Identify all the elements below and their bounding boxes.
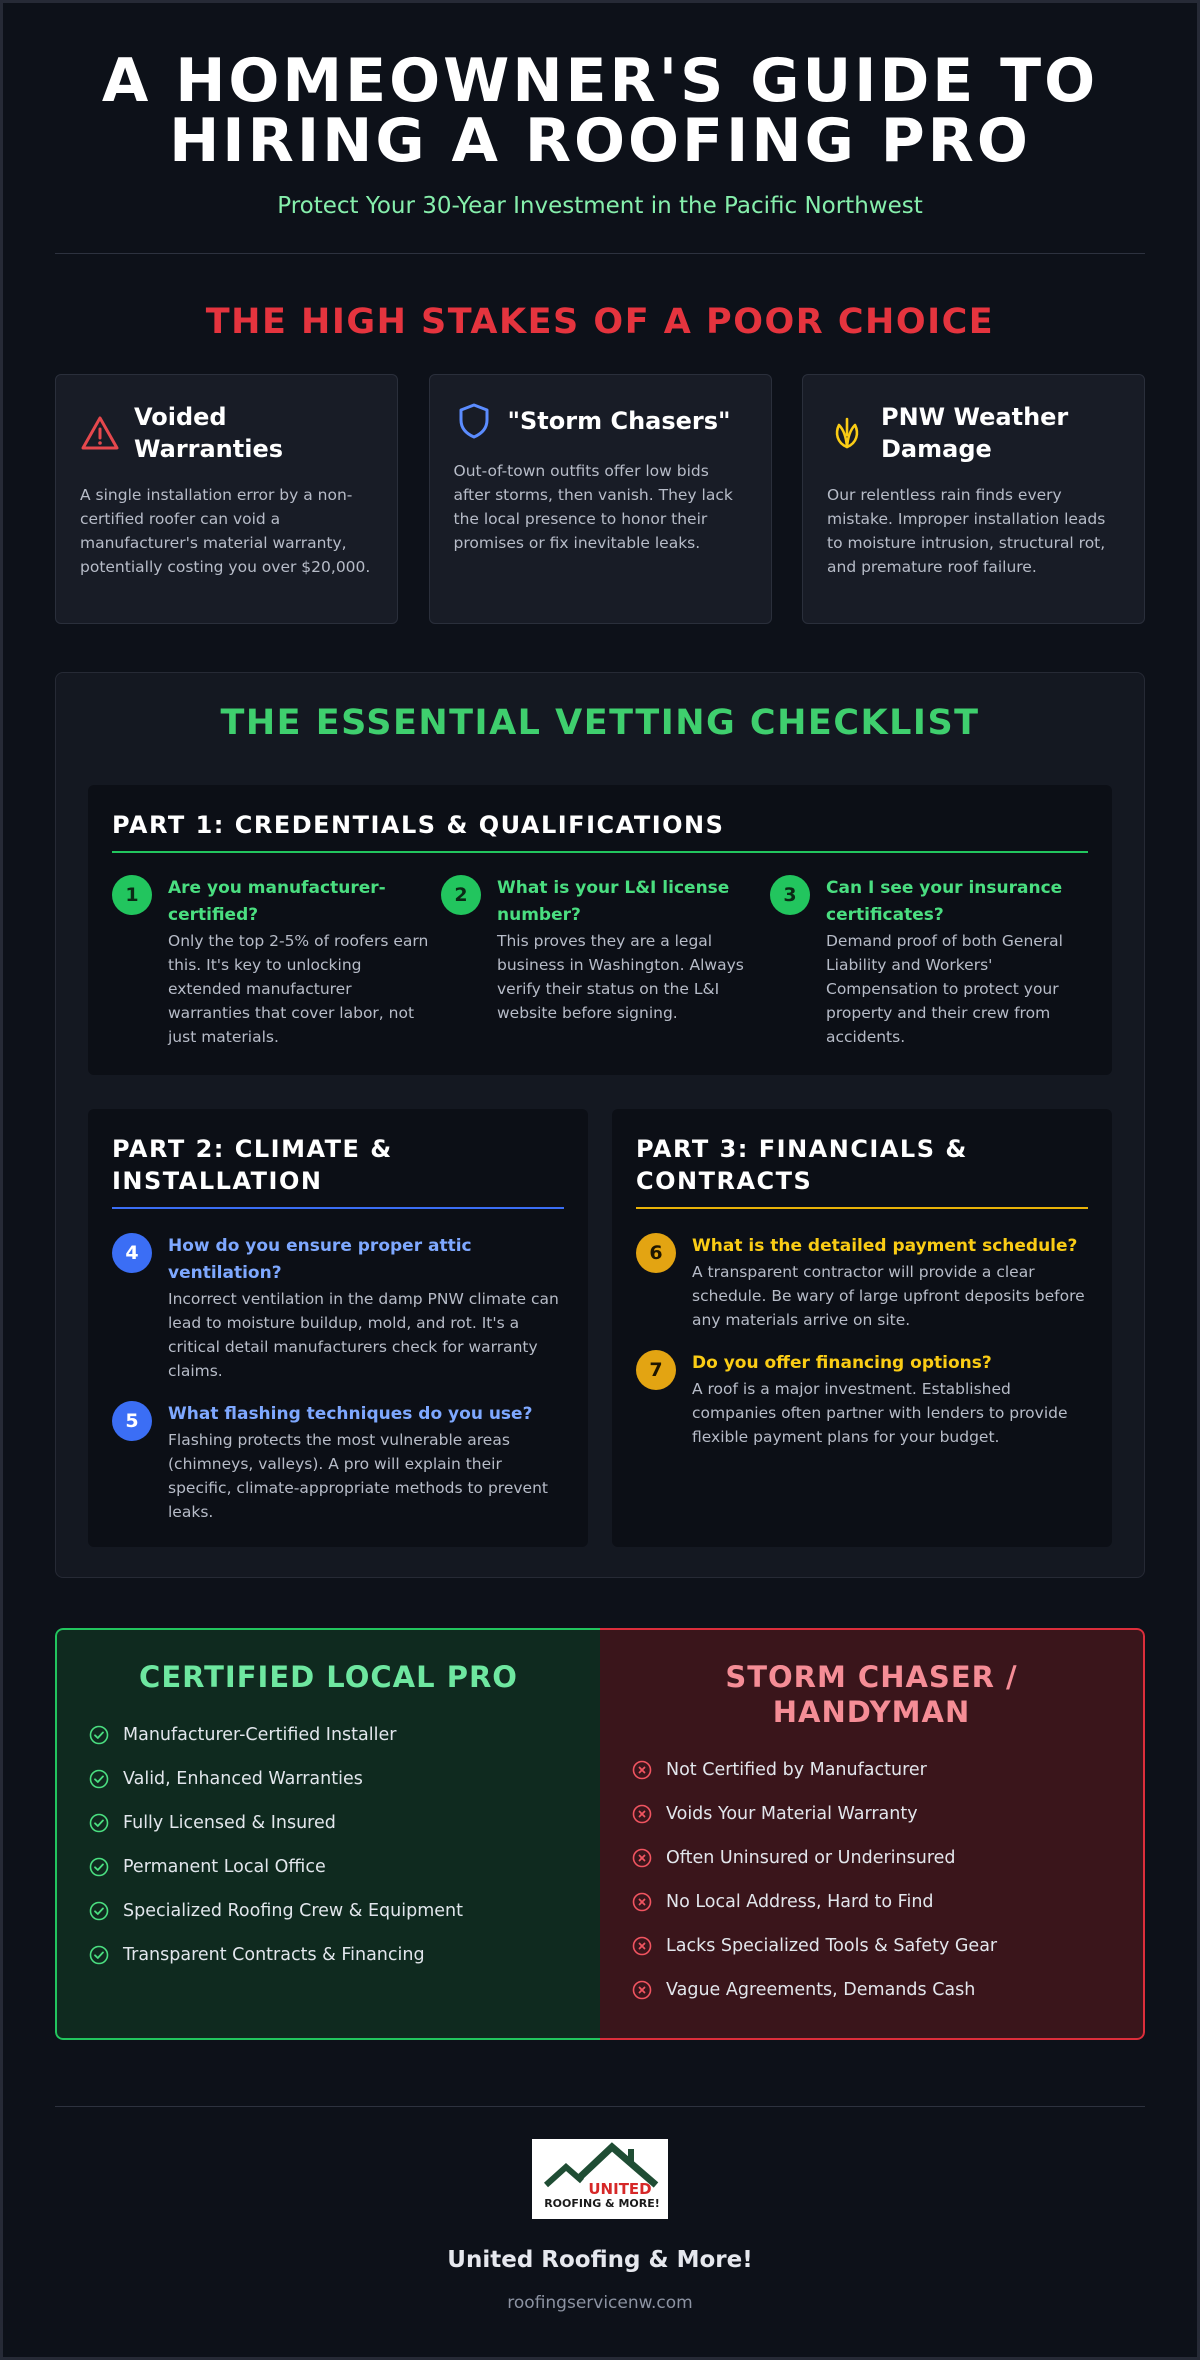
question-list <box>636 1233 1088 1449</box>
header <box>3 3 1197 219</box>
list-item <box>89 1801 568 1845</box>
card-head <box>80 401 373 465</box>
list-item-label: Lacks Specialized Tools & Safety Gear <box>666 1936 998 1956</box>
list-item <box>89 1889 568 1933</box>
part-title: PART 1: CREDENTIALS & QUALIFICATIONS <box>112 809 1088 853</box>
question-answer: Flashing protects the most vulnerable areas (chimneys, valleys). A pro will explain their specific, climate-appropriate methods to prevent leaks. <box>168 1431 548 1521</box>
list-item-label: Vague Agreements, Demands Cash <box>666 1980 976 2000</box>
question-item <box>112 1233 564 1383</box>
question-number: 7 <box>636 1350 676 1390</box>
bad-list <box>632 1748 1111 2012</box>
question-answer: Demand proof of both General Liability and Workers' Compensation to protect your property and their crew from accidents. <box>826 932 1063 1046</box>
check-circle-icon <box>89 1813 109 1833</box>
question-answer: A transparent contractor will provide a clear schedule. Be wary of large upfront deposits before any materials arrive on site. <box>692 1263 1085 1329</box>
company-name: United Roofing & More! <box>447 2247 753 2273</box>
pro-list <box>89 1713 568 1977</box>
x-circle-icon <box>632 1892 652 1912</box>
question-list <box>112 1233 564 1524</box>
list-item-label: Valid, Enhanced Warranties <box>123 1769 363 1789</box>
stakes-title: THE HIGH STAKES OF A POOR CHOICE <box>205 302 995 342</box>
part-2-climate <box>88 1109 588 1547</box>
list-item-label: Not Certified by Manufacturer <box>666 1760 927 1780</box>
x-circle-icon <box>632 1848 652 1868</box>
question-number: 5 <box>112 1401 152 1441</box>
list-item-label: Specialized Roofing Crew & Equipment <box>123 1901 463 1921</box>
list-item <box>632 1792 1111 1836</box>
card-text: Out-of-town outfits offer low bids after storms, then vanish. They lack the local presence to honor their promises or fix inevitable leaks. <box>453 462 733 552</box>
question-answer: This proves they are a legal business in Washington. Always verify their status on the L&I website before signing. <box>497 932 744 1022</box>
list-item-label: Transparent Contracts & Financing <box>123 1945 425 1965</box>
x-circle-icon <box>632 1980 652 2000</box>
x-circle-icon <box>632 1936 652 1956</box>
warning-triangle-icon <box>80 413 120 453</box>
card-text: Our relentless rain finds every mistake. Improper installation leads to moisture intrusion, structural rot, and premature roof failure. <box>827 486 1106 576</box>
title-line-1: A HOMEOWNER'S GUIDE TO <box>101 46 1099 116</box>
x-circle-icon <box>632 1804 652 1824</box>
card-text: A single installation error by a non-certified roofer can void a manufacturer's material warranty, potentially costing you over $20,000. <box>80 486 371 576</box>
roof-logo-icon <box>532 2139 668 2219</box>
question-title: What flashing techniques do you use? <box>168 1404 533 1424</box>
part-title: PART 3: FINANCIALS & CONTRACTS <box>636 1133 1088 1209</box>
question-title: How do you ensure proper attic ventilation? <box>168 1236 472 1283</box>
question-item <box>112 1401 564 1524</box>
question-title: What is the detailed payment schedule? <box>692 1236 1078 1256</box>
divider <box>55 253 1145 254</box>
question-number: 2 <box>441 875 481 915</box>
question-title: Are you manufacturer-certified? <box>168 878 386 925</box>
list-item-label: Often Uninsured or Underinsured <box>666 1848 956 1868</box>
card-head <box>827 401 1120 465</box>
list-item <box>89 1713 568 1757</box>
column-title <box>632 1660 1111 1730</box>
logo-text-united: UNITED <box>588 2180 652 2198</box>
checklist-title: THE ESSENTIAL VETTING CHECKLIST <box>220 703 980 743</box>
title-line-2: HIRING A ROOFING PRO <box>169 106 1031 176</box>
column-title: CERTIFIED LOCAL PRO <box>139 1660 518 1694</box>
logo-text-roofing: ROOFING & MORE! <box>544 2197 660 2210</box>
question-answer: Only the top 2-5% of roofers earn this. It's key to unlocking extended manufacturer warranties that cover labor, not just materials. <box>168 932 429 1046</box>
list-item-label: Permanent Local Office <box>123 1857 326 1877</box>
list-item <box>632 1836 1111 1880</box>
vetting-checklist <box>55 672 1145 1578</box>
question-item <box>636 1350 1088 1449</box>
list-item-label: Manufacturer-Certified Installer <box>123 1725 397 1745</box>
card-title: "Storm Chasers" <box>507 407 731 435</box>
question-item <box>441 875 759 1049</box>
part-1-credentials <box>88 785 1112 1075</box>
card-storm-chasers <box>429 374 772 624</box>
footer <box>3 2139 1197 2313</box>
card-head <box>454 401 747 441</box>
list-item-label: Fully Licensed & Insured <box>123 1813 336 1833</box>
question-item <box>112 875 430 1049</box>
question-item <box>770 875 1088 1049</box>
website-link[interactable]: roofingservicenw.com <box>507 2293 693 2313</box>
check-circle-icon <box>89 1725 109 1745</box>
question-title: Can I see your insurance certificates? <box>826 878 1063 925</box>
list-item <box>632 1924 1111 1968</box>
page-title <box>3 46 1197 176</box>
list-item-label: No Local Address, Hard to Find <box>666 1892 934 1912</box>
question-number: 6 <box>636 1233 676 1273</box>
question-title: Do you offer financing options? <box>692 1353 992 1373</box>
check-circle-icon <box>89 1901 109 1921</box>
card-title: PNW Weather Damage <box>881 403 1069 463</box>
card-title: Voided Warranties <box>134 403 284 463</box>
check-circle-icon <box>89 1945 109 1965</box>
x-circle-icon <box>632 1760 652 1780</box>
check-circle-icon <box>89 1769 109 1789</box>
part-title: PART 2: CLIMATE & INSTALLATION <box>112 1133 564 1209</box>
divider <box>55 2106 1145 2107</box>
certified-pro-column <box>55 1628 600 2040</box>
list-item <box>89 1757 568 1801</box>
question-answer: A roof is a major investment. Established companies often partner with lenders to provide flexible payment plans for your budget. <box>692 1380 1068 1446</box>
card-voided-warranties <box>55 374 398 624</box>
list-item <box>89 1933 568 1977</box>
question-number: 3 <box>770 875 810 915</box>
question-number: 4 <box>112 1233 152 1273</box>
list-item-label: Voids Your Material Warranty <box>666 1804 918 1824</box>
parts-2-3 <box>88 1109 1112 1547</box>
list-item <box>89 1845 568 1889</box>
question-answer: Incorrect ventilation in the damp PNW climate can lead to moisture buildup, mold, and rot. It's a critical detail manufacturers check for warranty claims. <box>168 1290 559 1380</box>
part-3-financials <box>612 1109 1112 1547</box>
question-row <box>112 875 1088 1049</box>
list-item <box>632 1968 1111 2012</box>
question-title: What is your L&I license number? <box>497 878 730 925</box>
storm-chaser-column <box>600 1628 1145 2040</box>
column-title-line-2: HANDYMAN <box>772 1695 971 1729</box>
column-title-line-1: STORM CHASER / <box>725 1660 1018 1694</box>
list-item <box>632 1880 1111 1924</box>
list-item <box>632 1748 1111 1792</box>
company-logo <box>532 2139 668 2219</box>
page-subtitle: Protect Your 30-Year Investment in the Pacific Northwest <box>277 193 923 219</box>
check-circle-icon <box>89 1857 109 1877</box>
shield-icon <box>454 401 494 441</box>
question-item <box>636 1233 1088 1332</box>
stakes-cards <box>55 374 1145 624</box>
comparison-table <box>55 1628 1145 2040</box>
question-number: 1 <box>112 875 152 915</box>
card-pnw-weather <box>802 374 1145 624</box>
rain-leaf-icon <box>827 413 867 453</box>
